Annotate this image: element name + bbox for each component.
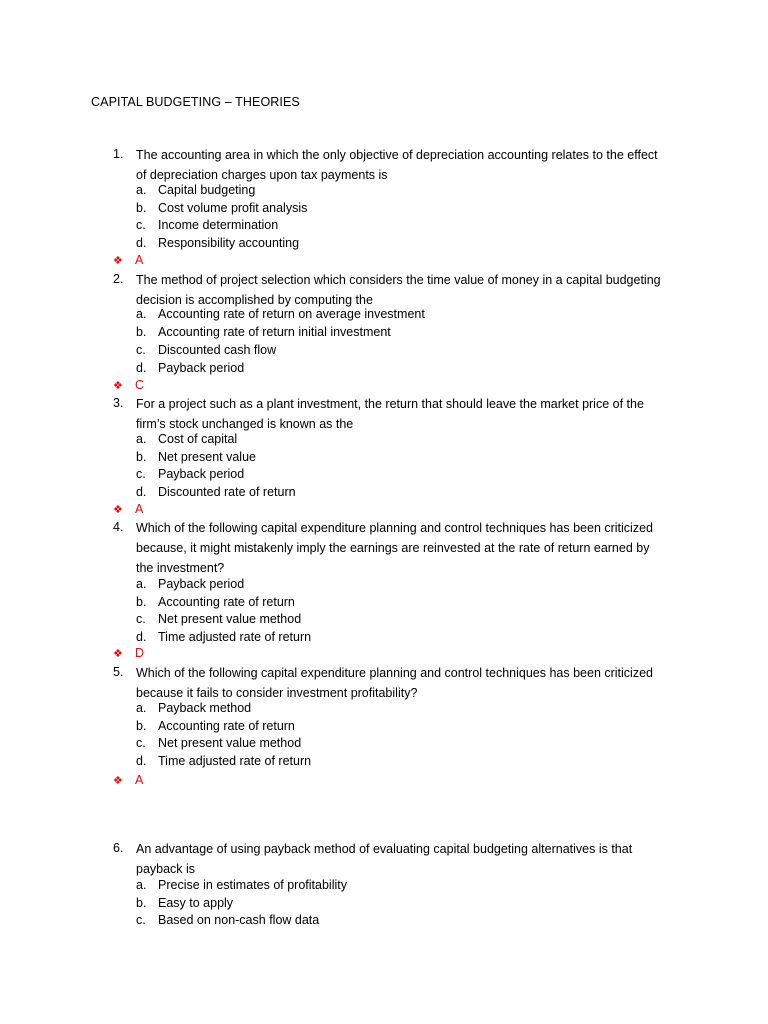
option-letter: b. (136, 325, 147, 339)
diamond-bullet-icon: ❖ (113, 504, 123, 516)
option-text: Net present value method (158, 736, 302, 750)
answer-key (113, 502, 143, 516)
option-letter: a. (136, 577, 147, 591)
answer-letter: C (135, 378, 145, 392)
question-text-line: because, it might mistakenly imply the earnings are reinvested at the rate of return earned by (136, 541, 650, 555)
diamond-bullet-icon: ❖ (113, 775, 123, 787)
question-text-line: decision is accomplished by computing the (136, 293, 373, 307)
option-letter: b. (136, 595, 147, 609)
option-text: Payback period (158, 467, 245, 481)
question-text-line: The method of project selection which considers the time value of money in a capital budgeting (136, 273, 661, 287)
answer-key (113, 253, 143, 267)
option-text: Accounting rate of return on average investment (158, 307, 425, 321)
option-text: Accounting rate of return (158, 719, 295, 733)
answer-key (113, 646, 144, 660)
option-letter: c. (136, 343, 146, 357)
option-text: Income determination (158, 218, 279, 232)
question-number: 5. (113, 665, 124, 679)
option-letter: a. (136, 307, 147, 321)
option-letter: d. (136, 754, 147, 768)
question-text-line: The accounting area in which the only objective of depreciation accounting relates to the effect (136, 148, 658, 162)
option-letter: a. (136, 432, 147, 446)
option-letter: c. (136, 218, 146, 232)
option-text: Capital budgeting (158, 183, 256, 197)
option-text: Easy to apply (158, 896, 234, 910)
option-letter: b. (136, 450, 147, 464)
option-text: Time adjusted rate of return (158, 630, 312, 644)
question-text-line: For a project such as a plant investment, the return that should leave the market price of the (136, 397, 644, 411)
question-text-line: An advantage of using payback method of evaluating capital budgeting alternatives is that (136, 842, 633, 856)
question-number: 1. (113, 147, 124, 161)
question-number: 2. (113, 272, 124, 286)
answer-letter: D (135, 646, 145, 660)
option-text: Cost volume profit analysis (158, 201, 308, 215)
answer-key (113, 773, 143, 787)
option-text: Time adjusted rate of return (158, 754, 312, 768)
question-text-line: payback is (136, 862, 196, 876)
answer-letter: A (135, 253, 144, 267)
diamond-bullet-icon: ❖ (113, 380, 123, 392)
option-letter: c. (136, 467, 146, 481)
diamond-bullet-icon: ❖ (113, 255, 123, 267)
question-number: 4. (113, 520, 124, 534)
option-text: Payback method (158, 701, 252, 715)
question-number: 3. (113, 396, 124, 410)
question-text-line: Which of the following capital expenditure planning and control techniques has been criticized (136, 521, 653, 535)
option-letter: a. (136, 701, 147, 715)
option-text: Based on non-cash flow data (158, 913, 320, 927)
question-number: 6. (113, 841, 124, 855)
option-text: Cost of capital (158, 432, 238, 446)
page-title: CAPITAL BUDGETING – THEORIES (91, 95, 300, 109)
option-text: Net present value method (158, 612, 302, 626)
option-text: Net present value (158, 450, 256, 464)
option-text: Payback period (158, 361, 245, 375)
option-letter: b. (136, 719, 147, 733)
option-letter: d. (136, 236, 147, 250)
question-text-line: Which of the following capital expenditure planning and control techniques has been criticized (136, 666, 653, 680)
question-text-line: the investment? (136, 561, 225, 575)
option-text: Payback period (158, 577, 245, 591)
option-letter: a. (136, 183, 147, 197)
option-text: Accounting rate of return (158, 595, 295, 609)
option-letter: d. (136, 361, 147, 375)
option-letter: b. (136, 896, 147, 910)
option-text: Discounted cash flow (158, 343, 277, 357)
option-text: Precise in estimates of profitability (158, 878, 347, 892)
option-text: Discounted rate of return (158, 485, 296, 499)
option-letter: a. (136, 878, 147, 892)
answer-key (113, 378, 144, 392)
option-text: Responsibility accounting (158, 236, 300, 250)
option-letter: d. (136, 630, 147, 644)
option-text: Accounting rate of return initial investment (158, 325, 391, 339)
question-text-line: firm’s stock unchanged is known as the (136, 417, 354, 431)
option-letter: d. (136, 485, 147, 499)
diamond-bullet-icon: ❖ (113, 648, 123, 660)
option-letter: c. (136, 736, 146, 750)
question-text-line: of depreciation charges upon tax payments is (136, 168, 388, 182)
option-letter: b. (136, 201, 147, 215)
question-text-line: because it fails to consider investment profitability? (136, 686, 418, 700)
answer-letter: A (135, 502, 144, 516)
answer-letter: A (135, 773, 144, 787)
option-letter: c. (136, 913, 146, 927)
option-letter: c. (136, 612, 146, 626)
